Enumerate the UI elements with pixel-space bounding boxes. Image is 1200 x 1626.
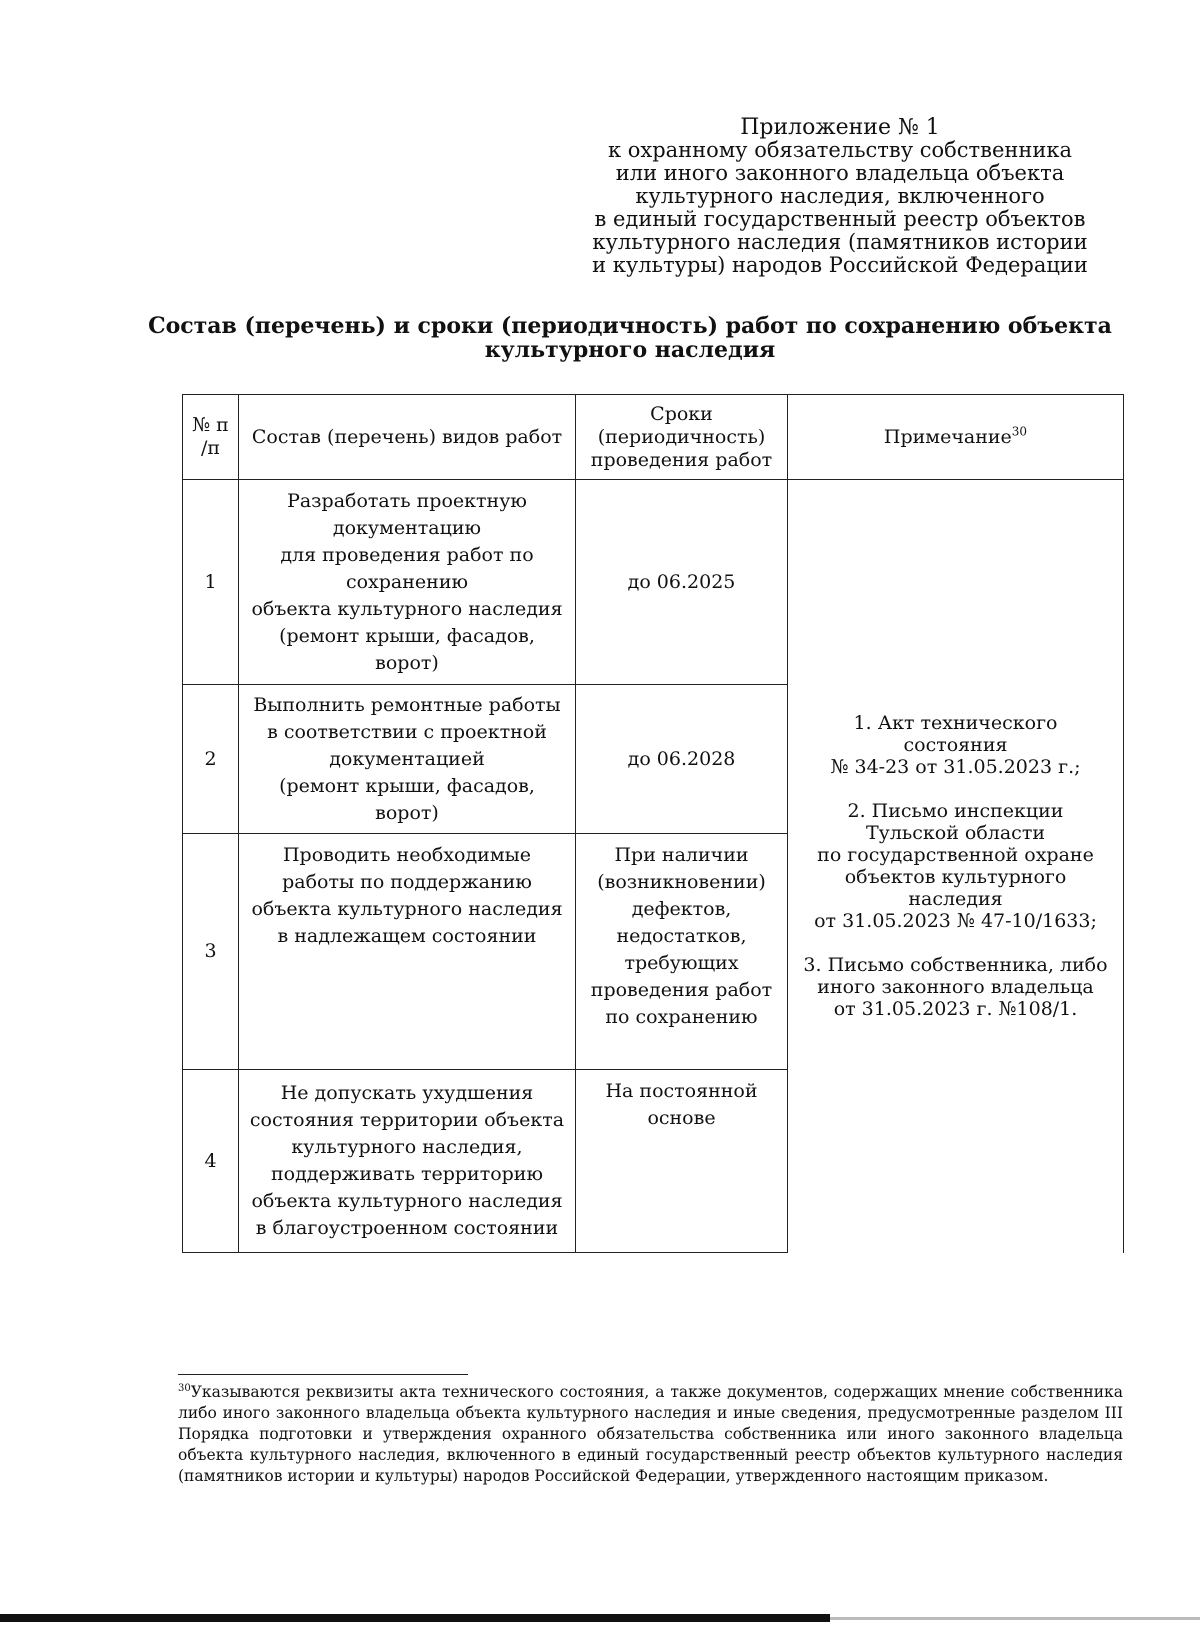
row-terms: до 06.2025 — [576, 480, 788, 685]
footnote — [178, 1382, 1123, 1487]
row-terms: При наличии (возникновении) дефектов, недостатков, требующих проведения работ по сохранению — [576, 834, 788, 1070]
footnote-ref: 30 — [178, 1382, 191, 1394]
row-terms: до 06.2028 — [576, 685, 788, 834]
row-number: 1 — [183, 480, 239, 685]
document-title-line-1: Состав (перечень) и сроки (периодичность) работ по сохранению объекта — [148, 313, 1112, 339]
annex-header — [560, 116, 1120, 277]
footnote-divider — [178, 1374, 468, 1375]
annex-title: Приложение № 1 — [740, 115, 940, 140]
annex-line-6: и культуры) народов Российской Федерации — [592, 253, 1088, 277]
table-row — [183, 480, 1124, 685]
annex-line-4: в единый государственный реестр объектов — [594, 207, 1086, 231]
annex-line-1: к охранному обязательству собственника — [607, 138, 1073, 162]
header-works: Состав (перечень) видов работ — [239, 395, 576, 480]
scan-edge-bar-light — [830, 1617, 1200, 1620]
annex-line-5: культурного наследия (памятников истории — [592, 230, 1088, 254]
header-number: № п /п — [183, 395, 239, 480]
annex-line-2: или иного законного владельца объекта — [615, 161, 1065, 185]
scan-edge-bar — [0, 1614, 830, 1622]
row-number: 2 — [183, 685, 239, 834]
header-note — [788, 395, 1124, 480]
row-works: Разработать проектную документацию для проведения работ по сохранению объекта культурного наследия (ремонт крыши, фасадов, ворот) — [239, 480, 576, 685]
row-number: 3 — [183, 834, 239, 1070]
document-title — [130, 314, 1130, 362]
row-number: 4 — [183, 1070, 239, 1253]
note-item-2: 2. Письмо инспекции Тульской области по государственной охране объектов культурного наследия от 31.05.2023 № 47-10/1633; — [814, 800, 1097, 933]
row-works: Не допускать ухудшения состояния территории объекта культурного наследия, поддерживать территорию объекта культурного наследия в благоустроенном состоянии — [239, 1070, 576, 1253]
row-works: Проводить необходимые работы по поддержанию объекта культурного наследия в надлежащем состоянии — [239, 834, 576, 1070]
header-terms: Сроки (периодичность) проведения работ — [576, 395, 788, 480]
header-note-footnote-ref: 30 — [1011, 424, 1028, 439]
note-item-1: 1. Акт технического состояния № 34-23 от 31.05.2023 г.; — [830, 712, 1081, 779]
note-cell — [788, 480, 1124, 1253]
footnote-text: Указываются реквизиты акта технического состояния, а также документов, содержащих мнение собственника либо иного законного владельца объекта культурного наследия и иные сведения, предусмотренные разделом III Порядка подготовки и утверждения охранного обязательства собственника или иного законного владельца объекта культурного наследия, включенного в единый государственный реестр объектов культурного наследия (памятников истории и культуры) народов Российской Федерации, утвержденного настоящим приказом. — [178, 1383, 1123, 1485]
document-title-line-2: культурного наследия — [484, 337, 776, 363]
header-note-label: Примечание — [883, 425, 1012, 448]
row-works: Выполнить ремонтные работы в соответствии с проектной документацией (ремонт крыши, фасадов, ворот) — [239, 685, 576, 834]
table-header-row — [183, 395, 1124, 480]
note-item-3: 3. Письмо собственника, либо иного законного владельца от 31.05.2023 г. №108/1. — [803, 954, 1108, 1021]
annex-line-3: культурного наследия, включенного — [635, 184, 1045, 208]
row-terms: На постоянной основе — [576, 1070, 788, 1253]
works-table — [182, 394, 1124, 1253]
